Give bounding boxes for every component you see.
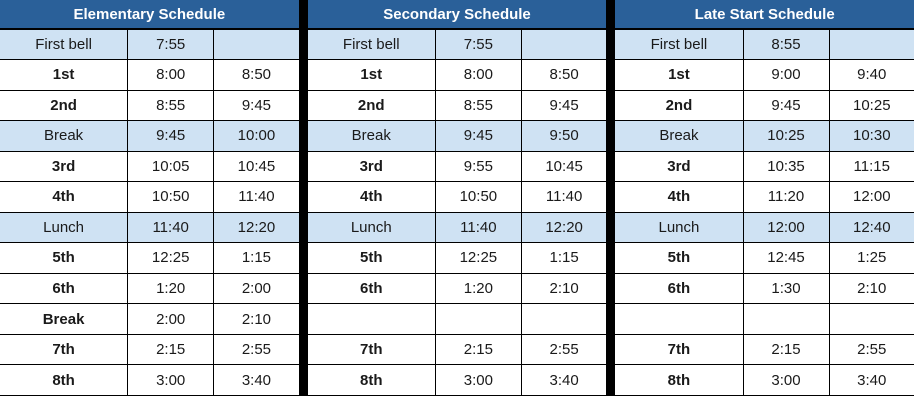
end-time-cell bbox=[521, 29, 606, 60]
end-time-cell: 2:10 bbox=[214, 304, 299, 335]
period-label-cell bbox=[308, 304, 436, 335]
period-label-cell: First bell bbox=[615, 29, 743, 60]
start-time-cell: 2:00 bbox=[128, 304, 214, 335]
start-time-cell: 2:15 bbox=[435, 334, 521, 365]
end-time-cell: 10:25 bbox=[829, 90, 914, 121]
period-label-cell: 2nd bbox=[615, 90, 743, 121]
schedule-row bbox=[0, 182, 299, 213]
start-time-cell: 9:45 bbox=[128, 121, 214, 152]
schedule-row bbox=[308, 182, 607, 213]
end-time-cell bbox=[829, 29, 914, 60]
schedule-row bbox=[0, 60, 299, 91]
period-label-cell: Lunch bbox=[615, 212, 743, 243]
schedule-row bbox=[308, 151, 607, 182]
period-label-cell: Lunch bbox=[0, 212, 128, 243]
end-time-cell: 2:00 bbox=[214, 273, 299, 304]
schedule-row bbox=[0, 212, 299, 243]
schedule-row bbox=[0, 243, 299, 274]
table-header-row bbox=[308, 0, 607, 29]
table-divider bbox=[606, 0, 615, 396]
end-time-cell: 11:40 bbox=[521, 182, 606, 213]
period-label-cell: 1st bbox=[0, 60, 128, 91]
period-label-cell: 5th bbox=[615, 243, 743, 274]
schedule-row bbox=[615, 273, 914, 304]
period-label-cell: First bell bbox=[308, 29, 436, 60]
start-time-cell: 9:45 bbox=[743, 90, 829, 121]
start-time-cell: 9:45 bbox=[435, 121, 521, 152]
start-time-cell: 1:20 bbox=[128, 273, 214, 304]
end-time-cell: 3:40 bbox=[521, 365, 606, 396]
period-label-cell: 6th bbox=[615, 273, 743, 304]
end-time-cell: 2:55 bbox=[829, 334, 914, 365]
start-time-cell: 8:00 bbox=[128, 60, 214, 91]
start-time-cell: 12:45 bbox=[743, 243, 829, 274]
start-time-cell: 1:30 bbox=[743, 273, 829, 304]
start-time-cell: 10:50 bbox=[128, 182, 214, 213]
start-time-cell: 10:35 bbox=[743, 151, 829, 182]
start-time-cell: 12:25 bbox=[435, 243, 521, 274]
period-label-cell: 7th bbox=[308, 334, 436, 365]
end-time-cell: 11:15 bbox=[829, 151, 914, 182]
start-time-cell: 2:15 bbox=[128, 334, 214, 365]
period-label-cell: First bell bbox=[0, 29, 128, 60]
schedule-row bbox=[615, 334, 914, 365]
period-label-cell: 8th bbox=[0, 365, 128, 396]
schedule-row bbox=[615, 182, 914, 213]
secondary-schedule-title: Secondary Schedule bbox=[308, 0, 607, 29]
end-time-cell: 2:55 bbox=[214, 334, 299, 365]
schedule-row bbox=[615, 29, 914, 60]
end-time-cell: 9:45 bbox=[214, 90, 299, 121]
period-label-cell: Break bbox=[0, 304, 128, 335]
period-label-cell: 1st bbox=[308, 60, 436, 91]
period-label-cell: Break bbox=[615, 121, 743, 152]
start-time-cell: 11:20 bbox=[743, 182, 829, 213]
schedule-row bbox=[615, 121, 914, 152]
schedule-row bbox=[615, 90, 914, 121]
schedule-row bbox=[615, 60, 914, 91]
end-time-cell bbox=[214, 29, 299, 60]
start-time-cell: 2:15 bbox=[743, 334, 829, 365]
period-label-cell: 6th bbox=[308, 273, 436, 304]
start-time-cell: 11:40 bbox=[435, 212, 521, 243]
period-label-cell: Break bbox=[0, 121, 128, 152]
schedule-row bbox=[0, 304, 299, 335]
schedule-row bbox=[615, 365, 914, 396]
period-label-cell: 3rd bbox=[308, 151, 436, 182]
period-label-cell: 2nd bbox=[308, 90, 436, 121]
schedule-row bbox=[0, 273, 299, 304]
schedule-row bbox=[615, 151, 914, 182]
end-time-cell: 2:10 bbox=[829, 273, 914, 304]
period-label-cell: 2nd bbox=[0, 90, 128, 121]
period-label-cell: 4th bbox=[308, 182, 436, 213]
start-time-cell bbox=[743, 304, 829, 335]
period-label-cell: 3rd bbox=[615, 151, 743, 182]
schedule-row bbox=[308, 334, 607, 365]
end-time-cell: 1:15 bbox=[521, 243, 606, 274]
start-time-cell: 3:00 bbox=[128, 365, 214, 396]
period-label-cell: 4th bbox=[0, 182, 128, 213]
schedule-row bbox=[308, 29, 607, 60]
schedule-row bbox=[615, 304, 914, 335]
schedule-row bbox=[308, 90, 607, 121]
late-start-schedule-title: Late Start Schedule bbox=[615, 0, 914, 29]
elementary-schedule-table bbox=[0, 0, 299, 396]
schedule-row bbox=[0, 90, 299, 121]
start-time-cell: 1:20 bbox=[435, 273, 521, 304]
end-time-cell: 1:25 bbox=[829, 243, 914, 274]
end-time-cell: 3:40 bbox=[829, 365, 914, 396]
end-time-cell: 10:30 bbox=[829, 121, 914, 152]
secondary-schedule-table bbox=[308, 0, 607, 396]
schedule-row bbox=[0, 121, 299, 152]
period-label-cell: 8th bbox=[615, 365, 743, 396]
elementary-schedule-title: Elementary Schedule bbox=[0, 0, 299, 29]
period-label-cell: 7th bbox=[615, 334, 743, 365]
start-time-cell: 9:00 bbox=[743, 60, 829, 91]
late-start-schedule-body bbox=[615, 29, 914, 396]
schedule-row bbox=[308, 212, 607, 243]
period-label-cell: 5th bbox=[308, 243, 436, 274]
start-time-cell: 12:25 bbox=[128, 243, 214, 274]
start-time-cell: 10:05 bbox=[128, 151, 214, 182]
end-time-cell: 9:50 bbox=[521, 121, 606, 152]
start-time-cell: 3:00 bbox=[743, 365, 829, 396]
schedule-row bbox=[308, 60, 607, 91]
start-time-cell: 8:55 bbox=[743, 29, 829, 60]
schedule-row bbox=[308, 304, 607, 335]
end-time-cell bbox=[829, 304, 914, 335]
end-time-cell: 9:45 bbox=[521, 90, 606, 121]
schedule-row bbox=[615, 212, 914, 243]
end-time-cell: 3:40 bbox=[214, 365, 299, 396]
start-time-cell: 3:00 bbox=[435, 365, 521, 396]
schedule-row bbox=[308, 273, 607, 304]
end-time-cell: 8:50 bbox=[214, 60, 299, 91]
end-time-cell: 12:20 bbox=[214, 212, 299, 243]
end-time-cell: 2:10 bbox=[521, 273, 606, 304]
start-time-cell: 10:50 bbox=[435, 182, 521, 213]
end-time-cell: 8:50 bbox=[521, 60, 606, 91]
schedule-row bbox=[0, 151, 299, 182]
period-label-cell: 4th bbox=[615, 182, 743, 213]
start-time-cell: 12:00 bbox=[743, 212, 829, 243]
table-divider bbox=[299, 0, 308, 396]
start-time-cell: 11:40 bbox=[128, 212, 214, 243]
late-start-schedule-table bbox=[615, 0, 914, 396]
start-time-cell: 9:55 bbox=[435, 151, 521, 182]
end-time-cell bbox=[521, 304, 606, 335]
start-time-cell: 8:00 bbox=[435, 60, 521, 91]
schedule-row bbox=[308, 243, 607, 274]
end-time-cell: 12:00 bbox=[829, 182, 914, 213]
start-time-cell: 8:55 bbox=[435, 90, 521, 121]
end-time-cell: 9:40 bbox=[829, 60, 914, 91]
period-label-cell bbox=[615, 304, 743, 335]
start-time-cell: 7:55 bbox=[435, 29, 521, 60]
end-time-cell: 10:00 bbox=[214, 121, 299, 152]
period-label-cell: Lunch bbox=[308, 212, 436, 243]
period-label-cell: Break bbox=[308, 121, 436, 152]
period-label-cell: 1st bbox=[615, 60, 743, 91]
end-time-cell: 2:55 bbox=[521, 334, 606, 365]
start-time-cell: 10:25 bbox=[743, 121, 829, 152]
period-label-cell: 5th bbox=[0, 243, 128, 274]
start-time-cell: 7:55 bbox=[128, 29, 214, 60]
end-time-cell: 10:45 bbox=[521, 151, 606, 182]
end-time-cell: 11:40 bbox=[214, 182, 299, 213]
period-label-cell: 7th bbox=[0, 334, 128, 365]
period-label-cell: 6th bbox=[0, 273, 128, 304]
table-header-row bbox=[0, 0, 299, 29]
schedule-row bbox=[615, 243, 914, 274]
period-label-cell: 3rd bbox=[0, 151, 128, 182]
schedule-row bbox=[0, 365, 299, 396]
table-header-row bbox=[615, 0, 914, 29]
end-time-cell: 12:20 bbox=[521, 212, 606, 243]
end-time-cell: 10:45 bbox=[214, 151, 299, 182]
schedule-row bbox=[0, 29, 299, 60]
end-time-cell: 12:40 bbox=[829, 212, 914, 243]
period-label-cell: 8th bbox=[308, 365, 436, 396]
schedule-row bbox=[308, 121, 607, 152]
start-time-cell: 8:55 bbox=[128, 90, 214, 121]
schedule-row bbox=[308, 365, 607, 396]
elementary-schedule-body bbox=[0, 29, 299, 396]
end-time-cell: 1:15 bbox=[214, 243, 299, 274]
secondary-schedule-body bbox=[308, 29, 607, 396]
start-time-cell bbox=[435, 304, 521, 335]
schedule-row bbox=[0, 334, 299, 365]
